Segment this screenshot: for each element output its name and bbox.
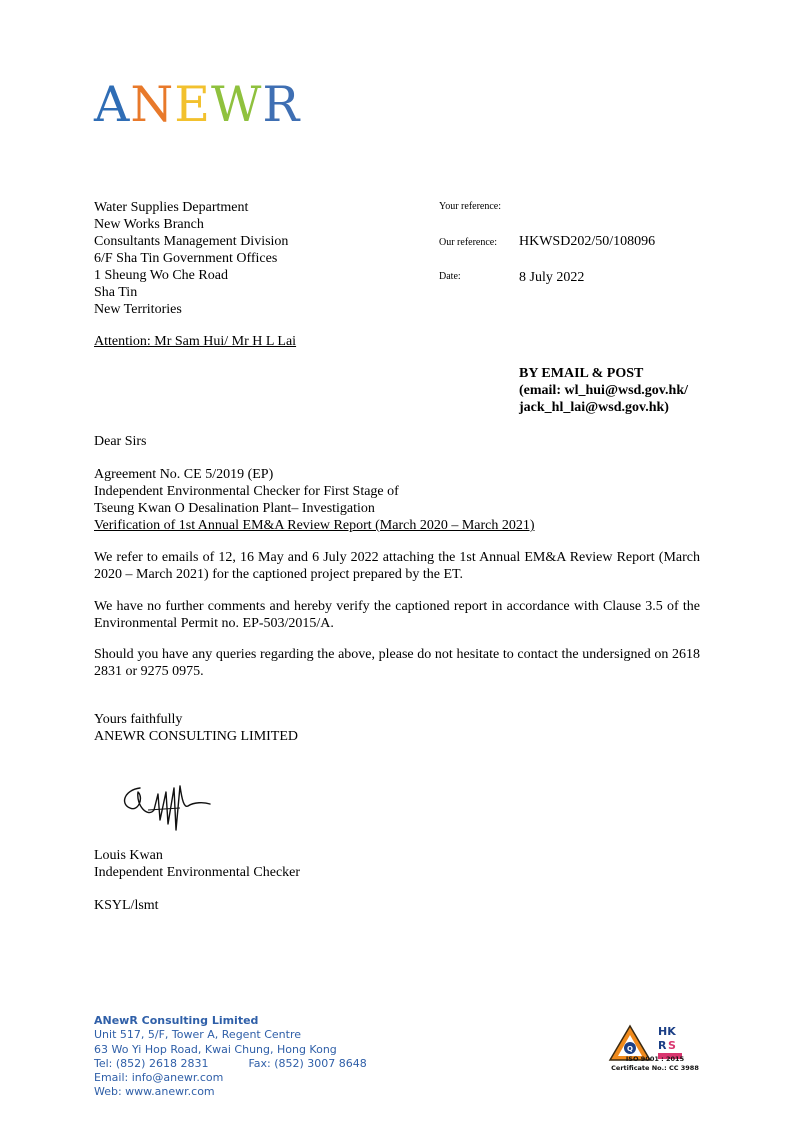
signatory-title: Independent Environmental Checker [94, 865, 301, 880]
our-reference-value: HKWSD202/50/108096 [519, 234, 656, 249]
footer-company: ANewR Consulting Limited [94, 1014, 259, 1027]
footer-address-line: Unit 517, 5/F, Tower A, Regent Centre [94, 1028, 302, 1042]
delivery-method [519, 365, 688, 416]
subject-line: Agreement No. CE 5/2019 (EP) [94, 467, 274, 482]
footer-phone-fax [94, 1057, 367, 1071]
footer-web[interactable]: Web: www.anewr.com [94, 1085, 215, 1099]
closing-line: Yours faithfully [94, 712, 183, 727]
date-value: 8 July 2022 [519, 270, 585, 285]
delivery-email-line: jack_hl_lai@wsd.gov.hk) [519, 400, 669, 415]
recipient-address [94, 199, 288, 318]
address-line: Consultants Management Division [94, 234, 289, 249]
closing-block [94, 711, 700, 745]
footer-fax: Fax: (852) 3007 8648 [248, 1056, 367, 1070]
address-line: New Territories [94, 302, 182, 317]
certificate-number: Certificate No.: CC 3988 [611, 1064, 699, 1072]
subject-line: Tseung Kwan O Desalination Plant– Investigation [94, 501, 375, 516]
logo-letter-n: N [130, 76, 175, 133]
signatory-name: Louis Kwan [94, 848, 163, 863]
footer-contact [94, 1014, 367, 1100]
logo-letter-a: A [94, 76, 131, 133]
logo-letter-r: R [262, 76, 301, 133]
signatory-block [94, 847, 700, 881]
reference-initials: KSYL/lsmt [94, 898, 159, 913]
your-reference-label: Your reference: [439, 201, 502, 212]
hkrs-mark-icon [658, 1025, 682, 1059]
footer-tel: Tel: (852) 2618 2831 [94, 1056, 209, 1070]
delivery-email-line: (email: wl_hui@wsd.gov.hk/ [519, 383, 688, 398]
logo-letter-w: W [211, 76, 263, 133]
iso-standard: ISO 9001 : 2015 [625, 1055, 685, 1063]
svg-text:S: S [668, 1039, 676, 1052]
our-reference-label: Our reference: [439, 237, 498, 248]
delivery-line: BY EMAIL & POST [519, 366, 644, 381]
handwritten-signature [118, 780, 214, 840]
subject-line: Independent Environmental Checker for First Stage of [94, 484, 399, 499]
paragraph-3: Should you have any queries regarding the above, please do not hesitate to contact the undersigned on 2618 2831 or 9275 0975. [94, 647, 700, 679]
paragraph-1: We refer to emails of 12, 16 May and 6 July 2022 attaching the 1st Annual EM&A Review Report (March 2020 – March 2021) for the captioned project prepared by the ET. [94, 550, 700, 582]
subject-block [94, 466, 700, 534]
address-line: 1 Sheung Wo Che Road [94, 268, 228, 283]
date-label: Date: [439, 271, 461, 282]
address-line: 6/F Sha Tin Government Offices [94, 251, 278, 266]
svg-text:Q: Q [627, 1045, 633, 1053]
attention-line: Attention: Mr Sam Hui/ Mr H L Lai [94, 334, 297, 349]
paragraph-2: We have no further comments and hereby verify the captioned report in accordance with Clause 3.5 of the Environmental Permit no. EP-503/2015/A. [94, 599, 700, 631]
subject-title: Verification of 1st Annual EM&A Review Report (March 2020 – March 2021) [94, 518, 535, 533]
svg-text:R: R [658, 1039, 667, 1052]
svg-text:HK: HK [658, 1025, 676, 1038]
address-line: New Works Branch [94, 217, 204, 232]
salutation: Dear Sirs [94, 434, 147, 449]
address-line: Water Supplies Department [94, 200, 249, 215]
footer-address-line: 63 Wo Yi Hop Road, Kwai Chung, Hong Kong [94, 1042, 337, 1056]
company-logo [94, 76, 301, 133]
footer-email[interactable]: Email: info@anewr.com [94, 1071, 224, 1085]
logo-letter-e: E [174, 76, 212, 133]
address-line: Sha Tin [94, 285, 138, 300]
company-signoff: ANEWR CONSULTING LIMITED [94, 729, 299, 744]
certification-text [600, 1055, 710, 1073]
